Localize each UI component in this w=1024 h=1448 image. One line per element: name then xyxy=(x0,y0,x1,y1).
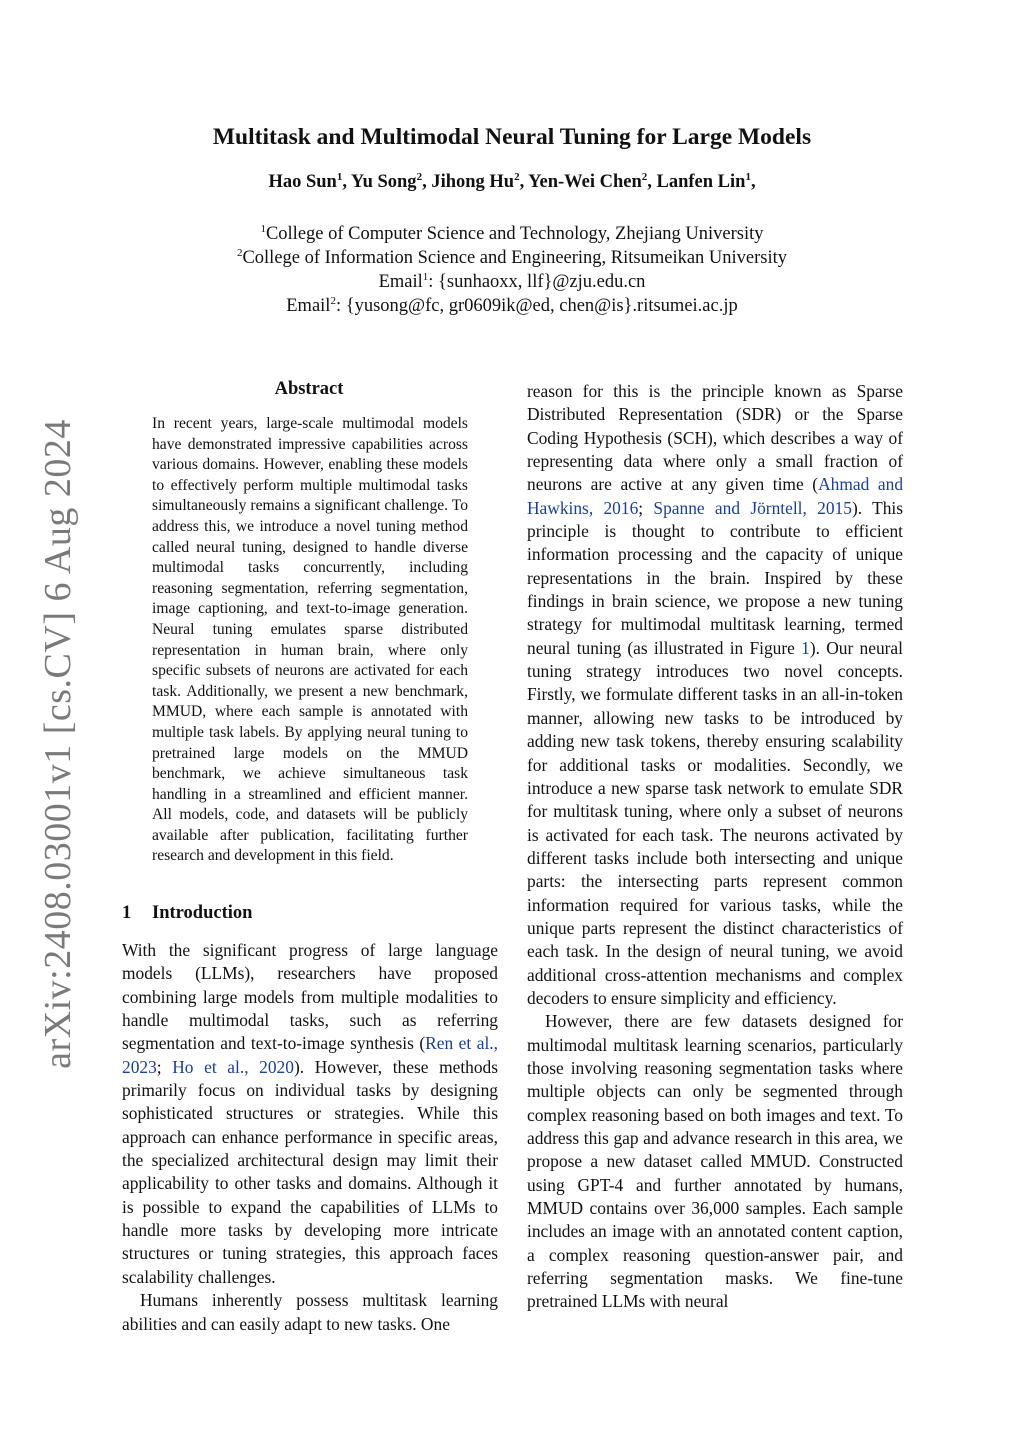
section-number: 1 xyxy=(122,903,132,923)
affiliation-text: College of Information Science and Engineering, Ritsumeikan University xyxy=(242,248,788,268)
section-heading xyxy=(122,903,252,924)
email-text: : {sunhaoxx, llf}@zju.edu.cn xyxy=(428,272,646,292)
author-affiliation-mark: 2 xyxy=(641,170,648,183)
author-name: Yu Song xyxy=(350,172,417,192)
left-column xyxy=(122,939,498,1336)
affiliation-mark: 2 xyxy=(236,246,243,259)
email-label: Email xyxy=(286,296,331,316)
paper-title: Multitask and Multimodal Neural Tuning for Large Models xyxy=(212,124,812,150)
email-line-1 xyxy=(0,272,1024,293)
citation-link[interactable]: Ren et al., 2023 xyxy=(122,1033,498,1077)
author-affiliation-mark: 1 xyxy=(336,170,343,183)
paragraph-text: reason for this is the principle known as Sparse Distributed Representation (SDR) or the Sparse Coding Hypothesis (SCH), which describes a way of representing data where only a small fraction of neurons are active at any given time ( xyxy=(527,381,903,495)
affiliation-1 xyxy=(0,224,1024,245)
paragraph-text: ). This principle is thought to contribute to efficient information processing and the capacity of unique representations in the brain. Inspired by these findings in brain science, we propose a new tuning strategy for multimodal multitask learning, termed neural tuning (as illustrated in Figure xyxy=(527,497,903,658)
figure-reference-link[interactable]: 1 xyxy=(801,637,810,658)
author-list: Hao Sun$^1$, Yu Song$^2$, Jihong Hu$^2$, Yen-Wei Chen$^2$, Lanfen Lin$^1$, xyxy=(268,170,756,192)
paragraph: However, there are few datasets designed for multimodal multitask learning scenarios, particularly those involving reasoning segmentation tasks where multiple objects can only be segmented through complex reasoning based on both images and text. To address this gap and advance research in this area, we propose a new dataset called MMUD. Constructed using GPT-4 and further annotated by humans, MMUD contains over 36,000 samples. Each sample includes an image with an annotated content caption, a complex reasoning question-answer pair, and referring segmentation masks. We fine-tune pretrained LLMs with neural xyxy=(527,1011,903,1312)
arxiv-identifier: arXiv:2408.03001v1 [cs.CV] 6 Aug 2024 xyxy=(37,419,79,1069)
paragraph: Humans inherently possess multitask learning abilities and can easily adapt to new tasks. One xyxy=(122,1290,498,1334)
paragraph xyxy=(122,939,498,1289)
affiliation-mark: 1 xyxy=(260,222,266,235)
author-name: Hao Sun xyxy=(268,172,337,192)
author-name: Lanfen Lin xyxy=(656,172,746,192)
abstract-heading: Abstract xyxy=(274,379,344,399)
paragraph-text: ). Our neural tuning strategy introduces two novel concepts. Firstly, we formulate different tasks in an all-in-token manner, allowing new tasks to be introduced by adding new task tokens, thereby ensuring scalability for additional tasks or modalities. Secondly, we introduce a new sparse task network to emulate SDR for multitask tuning, where only a subset of neurons is activated for each task. The neurons activated by different tasks include both intersecting and unique parts: the intersecting parts represent common information required for various tasks, while the unique parts represent the distinct characteristics of each task. In the design of neural tuning, we avoid additional cross-attention mechanisms and complex decoders to ensure simplicity and efficiency. xyxy=(527,637,903,1008)
affiliation-2 xyxy=(0,248,1024,269)
section-title: Introduction xyxy=(152,903,253,923)
author-affiliation-mark: 2 xyxy=(514,170,520,183)
author-affiliation-mark: 1 xyxy=(745,170,751,183)
author-name: Jihong Hu xyxy=(431,172,515,192)
right-column xyxy=(527,380,903,1314)
paragraph-text: With the significant progress of large language models (LLMs), researchers have proposed combining large models from multiple modalities to handle multimodal tasks, such as referring segmentation and text-to-image synthesis ( xyxy=(122,940,498,1054)
author-name: Yen-Wei Chen xyxy=(528,172,642,192)
author-affiliation-mark: 2 xyxy=(416,170,423,183)
citation-link[interactable]: Ahmad and Hawkins, 2016 xyxy=(527,474,904,518)
abstract-body: In recent years, large-scale multimodal models have demonstrated impressive capabilities across various domains. However, enabling these models to effectively perform multiple multimodal tasks simultaneously remains a significant challenge. To address this, we introduce a novel tuning method called neural tuning, designed to handle diverse multimodal tasks concurrently, including reasoning segmentation, referring segmentation, image captioning, and text-to-image generation. Neural tuning emulates sparse distributed representation in human brain, where only specific subsets of neurons are activated for each task. Additionally, we present a new benchmark, MMUD, where each sample is annotated with multiple task labels. By applying neural tuning to pretrained large models on the MMUD benchmark, we achieve simultaneous task handling in a streamlined and efficient manner. All models, code, and datasets will be publicly available after publication, facilitating further research and development in this field. xyxy=(152,415,468,865)
paragraph xyxy=(527,380,903,1010)
affiliation-text: College of Computer Science and Technology, Zhejiang University xyxy=(265,224,764,244)
email-mark: 2 xyxy=(330,294,336,307)
citation-separator: ; xyxy=(638,497,654,518)
citation-separator: ; xyxy=(156,1056,173,1077)
citation-link[interactable]: Spanne and Jörntell, 2015 xyxy=(653,497,852,518)
email-mark: 1 xyxy=(422,270,429,283)
citation-link[interactable]: Ho et al., 2020 xyxy=(172,1056,294,1077)
email-label: Email xyxy=(378,272,423,292)
email-line-2 xyxy=(0,296,1024,317)
paragraph-text: ). However, these methods primarily focus on individual tasks by designing sophisticated structures or strategies. While this approach can enhance performance in specific areas, the specialized architectural design may limit their applicability to other tasks and domains. Although it is possible to expand the capabilities of LLMs to handle more tasks by developing more intricate structures or tuning strategies, this approach faces scalability challenges. xyxy=(122,1056,499,1287)
email-text: : {yusong@fc, gr0609ik@ed, chen@is}.ritsumei.ac.jp xyxy=(335,296,738,316)
